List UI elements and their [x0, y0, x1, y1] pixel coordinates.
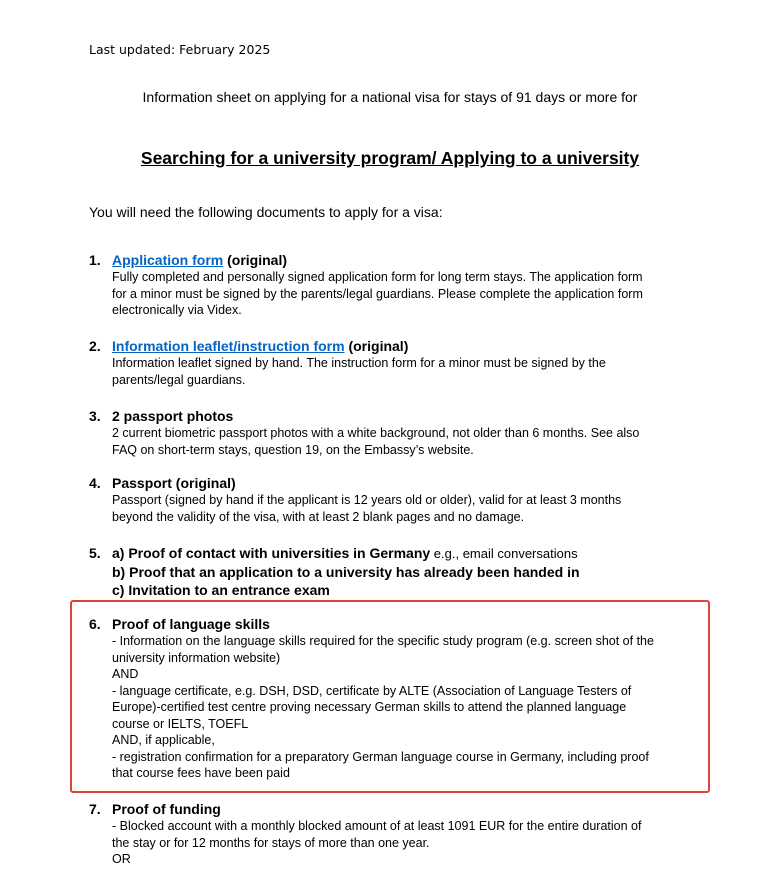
description-line: for a minor must be signed by the parents/legal guardians. Please complete the application form [112, 286, 643, 301]
description-line: AND, if applicable, [112, 733, 215, 747]
description-line: OR [112, 852, 131, 866]
item-heading: Proof of funding [112, 801, 221, 817]
description-line: electronically via Videx. [112, 303, 242, 317]
list-item-2 [89, 337, 689, 388]
item-heading: Proof of language skills [112, 616, 270, 632]
last-updated: Last updated: February 2025 [89, 42, 271, 57]
description-line: Europe)-certified test centre proving necessary German skills to attend the planned language [112, 700, 627, 714]
item-description [112, 492, 689, 525]
item-heading-suffix: (original) [344, 338, 409, 354]
item-number: 7. [89, 801, 101, 817]
description-line: - Information on the language skills required for the specific study program (e.g. screen shot of the [112, 634, 654, 648]
item-number: 1. [89, 252, 101, 268]
description-line: university information website) [112, 650, 281, 665]
item-description [112, 633, 689, 782]
item-heading-a [112, 544, 689, 563]
list-item-7 [89, 800, 689, 868]
item-number: 6. [89, 616, 101, 632]
intro-text: You will need the following documents to apply for a visa: [89, 204, 443, 220]
item-description [112, 355, 689, 388]
description-line: Passport (signed by hand if the applicant is 12 years old or older), valid for at least 3 months [112, 493, 622, 507]
description-line: the stay or for 12 months for stays of more than one year. [112, 835, 430, 850]
description-line: Information leaflet signed by hand. The instruction form for a minor must be signed by the [112, 356, 606, 370]
item-number: 5. [89, 545, 101, 561]
list-item-6 [89, 615, 689, 782]
description-line: course or IELTS, TOEFL [112, 716, 249, 731]
item-number: 2. [89, 338, 101, 354]
document-subtitle: Information sheet on applying for a national visa for stays of 91 days or more for [142, 89, 638, 105]
document-title: Searching for a university program/ Applying to a university [140, 148, 640, 168]
description-line: parents/legal guardians. [112, 372, 246, 387]
item-number: 4. [89, 475, 101, 491]
item-description [112, 425, 689, 458]
item-heading: Passport (original) [112, 475, 236, 491]
description-line: Fully completed and personally signed application form for long term stays. The application form [112, 270, 643, 284]
description-line: - Blocked account with a monthly blocked amount of at least 1091 EUR for the entire duration of [112, 819, 642, 833]
contact-proof-example: e.g., email conversations [430, 546, 578, 561]
description-line: AND [112, 667, 139, 681]
contact-proof-heading: a) Proof of contact with universities in Germany [112, 545, 431, 561]
item-heading-c: c) Invitation to an entrance exam [112, 582, 330, 598]
description-line: beyond the validity of the visa, with at least 2 blank pages and no damage. [112, 509, 525, 524]
description-line: - registration confirmation for a preparatory German language course in Germany, including proof [112, 749, 649, 764]
description-line: FAQ on short-term stays, question 19, on the Embassy’s website. [112, 442, 474, 457]
application-form-link[interactable]: Application form [112, 252, 224, 268]
item-heading: 2 passport photos [112, 408, 234, 424]
item-heading [112, 337, 689, 355]
description-line: - language certificate, e.g. DSH, DSD, certificate by ALTE (Association of Language Testers of [112, 683, 632, 698]
item-heading [112, 251, 689, 269]
list-item-3 [89, 407, 689, 458]
description-line: 2 current biometric passport photos with a white background, not older than 6 months. See also [112, 426, 640, 440]
item-description [112, 269, 689, 319]
information-leaflet-link[interactable]: Information leaflet/instruction form [112, 338, 345, 354]
item-heading-b: b) Proof that an application to a university has already been handed in [112, 564, 580, 580]
list-item-1 [89, 251, 689, 319]
list-item-4 [89, 474, 689, 525]
description-line: that course fees have been paid [112, 766, 290, 780]
item-number: 3. [89, 408, 101, 424]
item-heading-suffix: (original) [223, 252, 288, 268]
list-item-5 [89, 544, 689, 599]
item-description [112, 818, 689, 868]
